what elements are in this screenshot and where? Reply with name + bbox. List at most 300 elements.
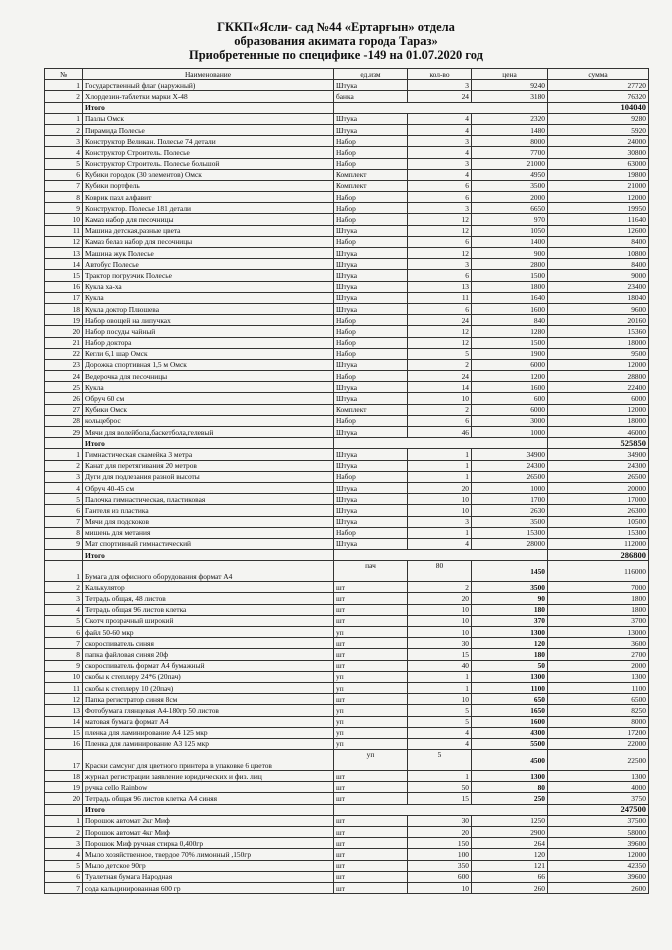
cell-unit: уп: [334, 738, 408, 749]
cell-qty: 4: [408, 124, 472, 135]
cell-unit: Штука: [334, 225, 408, 236]
cell-name: Дорожка спортивная 1,5 м Омск: [83, 359, 334, 370]
cell-unit: шт: [334, 649, 408, 660]
table-row: [45, 449, 649, 460]
cell-no: 15: [45, 727, 83, 738]
cell-sum: 76320: [548, 91, 649, 102]
cell-qty: 5: [408, 705, 472, 716]
cell-unit: Штука: [334, 124, 408, 135]
table-row: [45, 404, 649, 415]
cell-sum: 26500: [548, 471, 649, 482]
cell-sum: 18040: [548, 292, 649, 303]
cell-qty: 20: [408, 482, 472, 493]
cell-no: 26: [45, 393, 83, 404]
cell-price: 5500: [472, 738, 548, 749]
cell-price: 840: [472, 315, 548, 326]
column-header-sum: сумма: [548, 69, 649, 80]
cell-price: 4500: [472, 750, 548, 771]
cell-name: Кукла: [83, 382, 334, 393]
cell-no: 5: [45, 615, 83, 626]
cell-name: Дуги для подлезания разной высоты: [83, 471, 334, 482]
cell-unit: Комплект: [334, 169, 408, 180]
cell-price: 1500: [472, 270, 548, 281]
table-row: [45, 158, 649, 169]
cell-sum: 8000: [548, 716, 649, 727]
cell-unit: Штука: [334, 482, 408, 493]
cell-unit: уп: [334, 682, 408, 693]
cell-sum: 8400: [548, 236, 649, 247]
cell-name: скобы к степлеру 24*6 (20пач): [83, 671, 334, 682]
cell-unit: Набор: [334, 326, 408, 337]
cell-qty: 6: [408, 236, 472, 247]
cell-unit: Штука: [334, 460, 408, 471]
cell-no: 9: [45, 538, 83, 549]
cell-unit: Штука: [334, 516, 408, 527]
cell-name: Конструктор Строитель. Полесье большой: [83, 158, 334, 169]
cell-sum: 20160: [548, 315, 649, 326]
cell-qty: 4: [408, 169, 472, 180]
table-row: [45, 427, 649, 438]
cell-qty: 40: [408, 660, 472, 671]
cell-qty: 5: [408, 750, 472, 771]
cell-name: Калькулятор: [83, 582, 334, 593]
table-row: [45, 124, 649, 135]
cell-qty: 30: [408, 815, 472, 826]
table-row: [45, 482, 649, 493]
cell-name: Пирамида Полесье: [83, 124, 334, 135]
cell-price: 1300: [472, 771, 548, 782]
cell-qty: 1: [408, 671, 472, 682]
cell-sum: 15360: [548, 326, 649, 337]
cell-price: 24300: [472, 460, 548, 471]
cell-price: 9240: [472, 80, 548, 91]
cell-sum: 27720: [548, 80, 649, 91]
cell-sum: 12600: [548, 225, 649, 236]
cell-name: Мат спортивный гимнастический: [83, 538, 334, 549]
table-row: [45, 337, 649, 348]
cell-price: 3500: [472, 180, 548, 191]
cell-no: 14: [45, 259, 83, 270]
table-row: [45, 727, 649, 738]
cell-unit: Набор: [334, 348, 408, 359]
table-row: [45, 494, 649, 505]
cell-unit: Набор: [334, 371, 408, 382]
cell-name: Порошок Миф ручная стирка 0,400гр: [83, 838, 334, 849]
cell-no: 3: [45, 136, 83, 147]
specification-table: [44, 68, 649, 894]
cell-no: 5: [45, 158, 83, 169]
cell-no: 8: [45, 527, 83, 538]
cell-qty: 50: [408, 782, 472, 793]
cell-qty: 15: [408, 793, 472, 804]
cell-price: 260: [472, 882, 548, 893]
cell-unit: Набор: [334, 471, 408, 482]
cell-qty: 10: [408, 882, 472, 893]
total-value: 286800: [548, 550, 649, 561]
cell-name: Мыло хозяйственное, твердое 70% лимонный ,150гр: [83, 849, 334, 860]
cell-unit: шт: [334, 860, 408, 871]
cell-unit: шт: [334, 815, 408, 826]
cell-price: 1100: [472, 682, 548, 693]
cell-name: мишень для метания: [83, 527, 334, 538]
cell-price: 2630: [472, 505, 548, 516]
table-row: [45, 214, 649, 225]
cell-qty: 10: [408, 505, 472, 516]
cell-sum: 3700: [548, 615, 649, 626]
cell-price: 2900: [472, 827, 548, 838]
cell-sum: 17000: [548, 494, 649, 505]
cell-name: Гимнастическая скамейка 3 метра: [83, 449, 334, 460]
cell-sum: 15300: [548, 527, 649, 538]
cell-no: 7: [45, 882, 83, 893]
cell-price: 1650: [472, 705, 548, 716]
table-row: [45, 671, 649, 682]
cell-name: Камаз белаз набор для песочницы: [83, 236, 334, 247]
cell-no: 6: [45, 505, 83, 516]
cell-no: 12: [45, 694, 83, 705]
cell-qty: 12: [408, 337, 472, 348]
cell-unit: Штука: [334, 80, 408, 91]
cell-name: Набор посуды чайный: [83, 326, 334, 337]
table-row: [45, 248, 649, 259]
cell-no: 1: [45, 449, 83, 460]
cell-qty: 4: [408, 727, 472, 738]
cell-no: 2: [45, 582, 83, 593]
cell-sum: 2700: [548, 649, 649, 660]
cell-sum: 22400: [548, 382, 649, 393]
cell-sum: 22500: [548, 750, 649, 771]
cell-price: 900: [472, 248, 548, 259]
cell-name: скобы к степлеру 10 (20пач): [83, 682, 334, 693]
cell-no: 4: [45, 604, 83, 615]
cell-qty: 11: [408, 292, 472, 303]
cell-qty: 12: [408, 214, 472, 225]
cell-sum: 17200: [548, 727, 649, 738]
table-row: [45, 393, 649, 404]
cell-name: Папка регистратор синяя 8см: [83, 694, 334, 705]
table-row: [45, 649, 649, 660]
cell-no: 9: [45, 660, 83, 671]
cell-name: Автобус Полесье: [83, 259, 334, 270]
cell-name: Краски самсунг для цветного принтера в упаковке 6 цветов: [83, 750, 334, 771]
table-row: [45, 281, 649, 292]
cell-unit: Штука: [334, 281, 408, 292]
table-row: [45, 716, 649, 727]
header-line-3: Приобретенные по спецификe -149 на 01.07.2020 год: [189, 48, 483, 62]
cell-unit: шт: [334, 615, 408, 626]
total-spacer: [45, 804, 83, 815]
cell-no: 20: [45, 326, 83, 337]
table-row: [45, 348, 649, 359]
cell-unit: Набор: [334, 236, 408, 247]
cell-sum: 7000: [548, 582, 649, 593]
cell-no: 4: [45, 849, 83, 860]
cell-no: 6: [45, 627, 83, 638]
cell-unit: Штука: [334, 538, 408, 549]
cell-no: 9: [45, 203, 83, 214]
cell-name: Камаз набор для песочницы: [83, 214, 334, 225]
cell-price: 970: [472, 214, 548, 225]
cell-sum: 2600: [548, 882, 649, 893]
cell-name: Фотобумага глянцевая А4-180гр 50 листов: [83, 705, 334, 716]
cell-unit: уп: [334, 705, 408, 716]
cell-sum: 34900: [548, 449, 649, 460]
cell-unit: Штука: [334, 292, 408, 303]
cell-unit: Штука: [334, 113, 408, 124]
total-value: 525850: [548, 438, 649, 449]
table-row: [45, 815, 649, 826]
cell-qty: 30: [408, 638, 472, 649]
cell-name: Государственный флаг (наружный): [83, 80, 334, 91]
table-row: [45, 860, 649, 871]
cell-no: 4: [45, 147, 83, 158]
total-label: Итого: [83, 550, 334, 561]
cell-sum: 39600: [548, 838, 649, 849]
cell-price: 1000: [472, 427, 548, 438]
cell-qty: 1: [408, 527, 472, 538]
cell-no: 15: [45, 270, 83, 281]
cell-unit: Штука: [334, 494, 408, 505]
table-row: [45, 694, 649, 705]
total-spacer: [334, 438, 548, 449]
cell-qty: 3: [408, 136, 472, 147]
cell-no: 14: [45, 716, 83, 727]
cell-unit: уп: [334, 750, 408, 771]
cell-sum: 12000: [548, 849, 649, 860]
cell-price: 8000: [472, 136, 548, 147]
cell-qty: 20: [408, 593, 472, 604]
cell-price: 1400: [472, 236, 548, 247]
cell-price: 1600: [472, 716, 548, 727]
cell-name: ручка cello Rainbow: [83, 782, 334, 793]
cell-unit: шт: [334, 838, 408, 849]
cell-price: 600: [472, 393, 548, 404]
cell-unit: Набор: [334, 214, 408, 225]
cell-name: Кегли 6,1 шар Омск: [83, 348, 334, 359]
total-value: 247500: [548, 804, 649, 815]
cell-price: 1600: [472, 303, 548, 314]
cell-price: 1480: [472, 124, 548, 135]
cell-unit: уп: [334, 727, 408, 738]
table-row: [45, 303, 649, 314]
total-label: Итого: [83, 102, 334, 113]
cell-unit: Штука: [334, 382, 408, 393]
cell-name: журнал регистрации заявление юридических и физ. лиц: [83, 771, 334, 782]
cell-no: 19: [45, 782, 83, 793]
cell-unit: Комплект: [334, 180, 408, 191]
cell-price: 21000: [472, 158, 548, 169]
cell-unit: Набор: [334, 415, 408, 426]
cell-name: Туалетная бумага Народная: [83, 871, 334, 882]
table-row: [45, 80, 649, 91]
total-spacer: [334, 804, 548, 815]
cell-unit: шт: [334, 694, 408, 705]
table-row: [45, 225, 649, 236]
cell-no: 2: [45, 91, 83, 102]
table-row: [45, 371, 649, 382]
cell-sum: 12000: [548, 192, 649, 203]
table-row: [45, 882, 649, 893]
cell-unit: уп: [334, 671, 408, 682]
cell-no: 18: [45, 303, 83, 314]
cell-unit: шт: [334, 604, 408, 615]
cell-name: матовая бумага формат А4: [83, 716, 334, 727]
column-header-name: Наименование: [83, 69, 334, 80]
cell-name: Машина жук Полесье: [83, 248, 334, 259]
cell-qty: 20: [408, 827, 472, 838]
cell-sum: 19950: [548, 203, 649, 214]
cell-price: 1200: [472, 371, 548, 382]
cell-unit: Штука: [334, 449, 408, 460]
cell-sum: 23400: [548, 281, 649, 292]
cell-no: 17: [45, 292, 83, 303]
cell-name: Конструктор. Полесье 181 детали: [83, 203, 334, 214]
cell-no: 16: [45, 738, 83, 749]
cell-sum: 6500: [548, 694, 649, 705]
total-label: Итого: [83, 438, 334, 449]
cell-no: 7: [45, 516, 83, 527]
header-line-1: ГККП«Ясли- сад №44 «Ертарғын» отдела: [217, 20, 455, 34]
cell-price: 3500: [472, 516, 548, 527]
cell-price: 1300: [472, 627, 548, 638]
cell-no: 8: [45, 649, 83, 660]
cell-no: 29: [45, 427, 83, 438]
cell-price: 180: [472, 649, 548, 660]
cell-price: 120: [472, 638, 548, 649]
cell-price: 26500: [472, 471, 548, 482]
cell-price: 2000: [472, 192, 548, 203]
cell-qty: 4: [408, 147, 472, 158]
cell-sum: 30800: [548, 147, 649, 158]
cell-price: 1250: [472, 815, 548, 826]
total-row: [45, 804, 649, 815]
cell-price: 28000: [472, 538, 548, 549]
cell-name: Порошок автомат 4кг Миф: [83, 827, 334, 838]
cell-unit: шт: [334, 660, 408, 671]
table-row: [45, 91, 649, 102]
cell-sum: 10800: [548, 248, 649, 259]
cell-unit: Набор: [334, 527, 408, 538]
table-row: [45, 849, 649, 860]
table-row: [45, 192, 649, 203]
cell-qty: 600: [408, 871, 472, 882]
cell-price: 4300: [472, 727, 548, 738]
cell-name: Бумага для офисного оборудования формат А4: [83, 561, 334, 582]
cell-qty: 24: [408, 315, 472, 326]
cell-name: Гантеля из пластика: [83, 505, 334, 516]
cell-sum: 8400: [548, 259, 649, 270]
cell-unit: Набор: [334, 192, 408, 203]
cell-qty: 10: [408, 393, 472, 404]
cell-name: Тетрадь общая 96 листов клетка А4 синяя: [83, 793, 334, 804]
table-row: [45, 415, 649, 426]
table-row: [45, 136, 649, 147]
cell-sum: 5920: [548, 124, 649, 135]
cell-no: 10: [45, 214, 83, 225]
cell-unit: уп: [334, 627, 408, 638]
cell-name: Пазлы Омск: [83, 113, 334, 124]
table-row: [45, 627, 649, 638]
cell-name: Кукла ха-ха: [83, 281, 334, 292]
cell-no: 12: [45, 236, 83, 247]
total-spacer: [45, 102, 83, 113]
cell-name: Набор доктора: [83, 337, 334, 348]
cell-sum: 58000: [548, 827, 649, 838]
table-row: [45, 147, 649, 158]
table-row: [45, 292, 649, 303]
cell-name: скороспиватель синяя: [83, 638, 334, 649]
total-value: 104040: [548, 102, 649, 113]
table-row: [45, 638, 649, 649]
cell-sum: 42350: [548, 860, 649, 871]
cell-qty: 5: [408, 716, 472, 727]
cell-sum: 8250: [548, 705, 649, 716]
cell-no: 1: [45, 80, 83, 91]
table-row: [45, 838, 649, 849]
cell-price: 90: [472, 593, 548, 604]
cell-unit: шт: [334, 582, 408, 593]
cell-no: 23: [45, 359, 83, 370]
cell-unit: Штука: [334, 259, 408, 270]
cell-price: 1500: [472, 337, 548, 348]
cell-no: 18: [45, 771, 83, 782]
cell-qty: 1: [408, 771, 472, 782]
cell-price: 1050: [472, 225, 548, 236]
cell-price: 6650: [472, 203, 548, 214]
cell-no: 3: [45, 593, 83, 604]
cell-qty: 350: [408, 860, 472, 871]
cell-unit: шт: [334, 849, 408, 860]
table-row: [45, 460, 649, 471]
total-row: [45, 438, 649, 449]
cell-unit: шт: [334, 793, 408, 804]
cell-price: 3000: [472, 415, 548, 426]
cell-no: 6: [45, 871, 83, 882]
cell-price: 180: [472, 604, 548, 615]
cell-price: 2800: [472, 259, 548, 270]
cell-sum: 21000: [548, 180, 649, 191]
cell-unit: Набор: [334, 315, 408, 326]
cell-name: Скотч прозрачный широкий: [83, 615, 334, 626]
cell-unit: Набор: [334, 136, 408, 147]
cell-unit: шт: [334, 882, 408, 893]
cell-qty: 4: [408, 538, 472, 549]
cell-no: 13: [45, 705, 83, 716]
cell-no: 11: [45, 682, 83, 693]
cell-name: Кубики городок (30 элементов) Омск: [83, 169, 334, 180]
total-label: Итого: [83, 804, 334, 815]
cell-name: пленка для ламинирование А4 125 мкр: [83, 727, 334, 738]
cell-qty: 3: [408, 516, 472, 527]
cell-sum: 6000: [548, 393, 649, 404]
table-row: [45, 527, 649, 538]
cell-qty: 13: [408, 281, 472, 292]
cell-no: 5: [45, 494, 83, 505]
column-header-unit: ед.изм: [334, 69, 408, 80]
cell-price: 3180: [472, 91, 548, 102]
cell-qty: 1: [408, 449, 472, 460]
cell-unit: шт: [334, 771, 408, 782]
cell-qty: 1: [408, 682, 472, 693]
cell-price: 1800: [472, 281, 548, 292]
cell-unit: Штука: [334, 505, 408, 516]
table-row: [45, 359, 649, 370]
cell-price: 1000: [472, 482, 548, 493]
table-row: [45, 604, 649, 615]
cell-price: 1300: [472, 671, 548, 682]
cell-unit: Набор: [334, 203, 408, 214]
column-header-no: №: [45, 69, 83, 80]
